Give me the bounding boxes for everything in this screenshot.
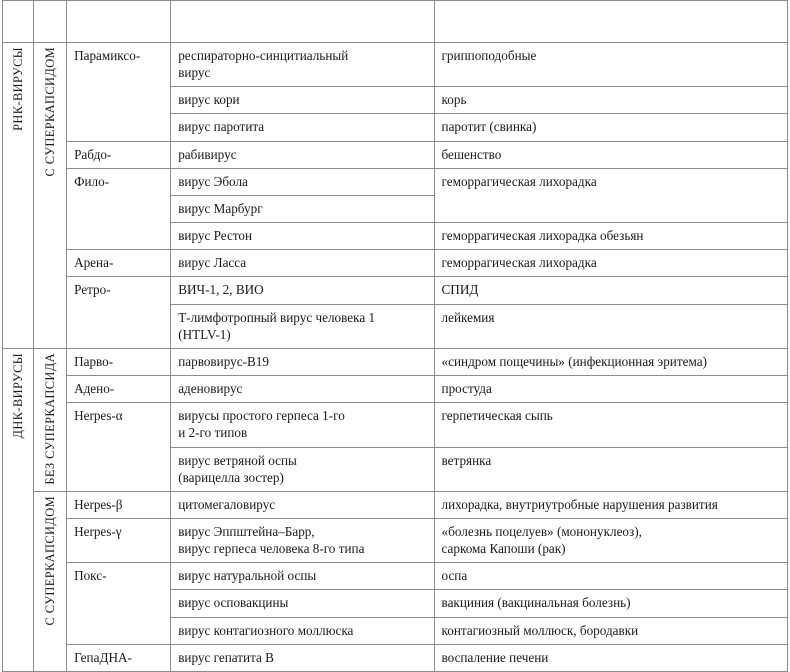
disease-cell: гриппоподобные [434,43,787,87]
virus-line-1: вирусы простого герпеса 1-го [178,408,345,424]
virus-line-2: (HTLV-1) [178,326,231,342]
disease-cell: лихорадка, внутриутробные нарушения развития [434,491,787,518]
header-cell-disease [434,1,787,43]
disease-cell: контагиозный моллюск, бородавки [434,617,787,644]
disease-cell [434,518,787,562]
virus-cell: вирус Эбола [171,168,434,195]
virus-cell [171,304,434,348]
disease-cell: бешенство [434,141,787,168]
disease-line-1: «болезнь поцелуев» (мононуклеоз), [441,523,642,539]
virus-cell: ВИЧ-1, 2, ВИО [171,277,434,304]
disease-cell: оспа [434,563,787,590]
table-row [3,644,788,671]
table-row [3,250,788,277]
virus-line-1: Т-лимфотропный вирус человека 1 [178,309,376,325]
family-cell: Арена- [67,250,171,277]
virus-cell: вирус Марбург [171,195,434,222]
table-row [3,348,788,375]
virus-cell [171,43,434,87]
family-cell: Ретро- [67,277,171,348]
virus-cell: парвовирус-B19 [171,348,434,375]
table-row [3,518,788,562]
table-header-row-empty [3,1,788,43]
header-cell-virus [171,1,434,43]
table-row [3,491,788,518]
virus-cell: вирус Рестон [171,223,434,250]
virus-cell: аденовирус [171,376,434,403]
family-cell: ГепаДНА- [67,644,171,671]
virus-cell [171,518,434,562]
disease-cell: ветрянка [434,447,787,491]
table-row [3,376,788,403]
table-row [3,277,788,304]
virus-cell: вирус паротита [171,114,434,141]
table-row [3,141,788,168]
virus-cell: вирус натуральной оспы [171,563,434,590]
family-cell: Покс- [67,563,171,644]
disease-line-2: саркома Капоши (рак) [441,541,566,557]
family-cell: Парамиксо- [67,43,171,142]
table-row [3,43,788,87]
disease-cell: геморрагическая лихорадка [434,168,787,222]
table-row [3,403,788,447]
virus-line-2: и 2-го типов [178,425,248,441]
virus-line-2: (варицелла зостер) [178,469,284,485]
disease-cell: лейкемия [434,304,787,348]
genome-label-rna: РНК-ВИРУСЫ [3,43,34,349]
disease-cell: герпетическая сыпь [434,403,787,447]
family-cell: Фило- [67,168,171,249]
disease-cell: корь [434,87,787,114]
virus-cell: вирус кори [171,87,434,114]
family-cell: Herpes-α [67,403,171,492]
table-body [3,1,788,672]
disease-cell: паротит (свинка) [434,114,787,141]
header-cell-family [67,1,171,43]
disease-cell: «синдром пощечины» (инфекционная эритема) [434,348,787,375]
virus-cell: рабивирус [171,141,434,168]
virus-cell [171,403,434,447]
genome-label-dna: ДНК-ВИРУСЫ [3,348,34,671]
family-cell: Herpes-β [67,491,171,518]
capsid-label-dna-enveloped: С СУПЕРКАПСИДОМ [34,491,67,671]
disease-cell: простуда [434,376,787,403]
disease-cell: СПИД [434,277,787,304]
virus-line-1: вирус ветряной оспы [178,452,297,468]
virus-classification-table [2,0,788,672]
virus-cell: вирус гепатита B [171,644,434,671]
capsid-label-dna-naked: БЕЗ СУПЕРКАПСИДА [34,348,67,491]
disease-cell: вакциния (вакцинальная болезнь) [434,590,787,617]
table-row [3,168,788,195]
header-cell-genome [3,1,34,43]
virus-line-1: респираторно-синцитиальный [178,48,349,63]
disease-cell: геморрагическая лихорадка [434,250,787,277]
virus-line-2: вирус [178,65,211,81]
virus-cell: цитомегаловирус [171,491,434,518]
header-cell-capsid [34,1,67,43]
family-cell: Парво- [67,348,171,375]
family-cell: Адено- [67,376,171,403]
disease-cell: воспаление печени [434,644,787,671]
family-cell: Herpes-γ [67,518,171,562]
disease-cell: геморрагическая лихорадка обезьян [434,223,787,250]
family-cell: Рабдо- [67,141,171,168]
virus-line-2: вирус герпеса человека 8-го типа [178,541,365,557]
capsid-label-rna-enveloped: С СУПЕРКАПСИДОМ [34,43,67,349]
virus-cell [171,447,434,491]
virus-cell: вирус контагиозного моллюска [171,617,434,644]
virus-cell: вирус осповакцины [171,590,434,617]
virus-line-1: вирус Эппштейна–Барр, [178,523,315,539]
table-row [3,563,788,590]
virus-cell: вирус Ласса [171,250,434,277]
